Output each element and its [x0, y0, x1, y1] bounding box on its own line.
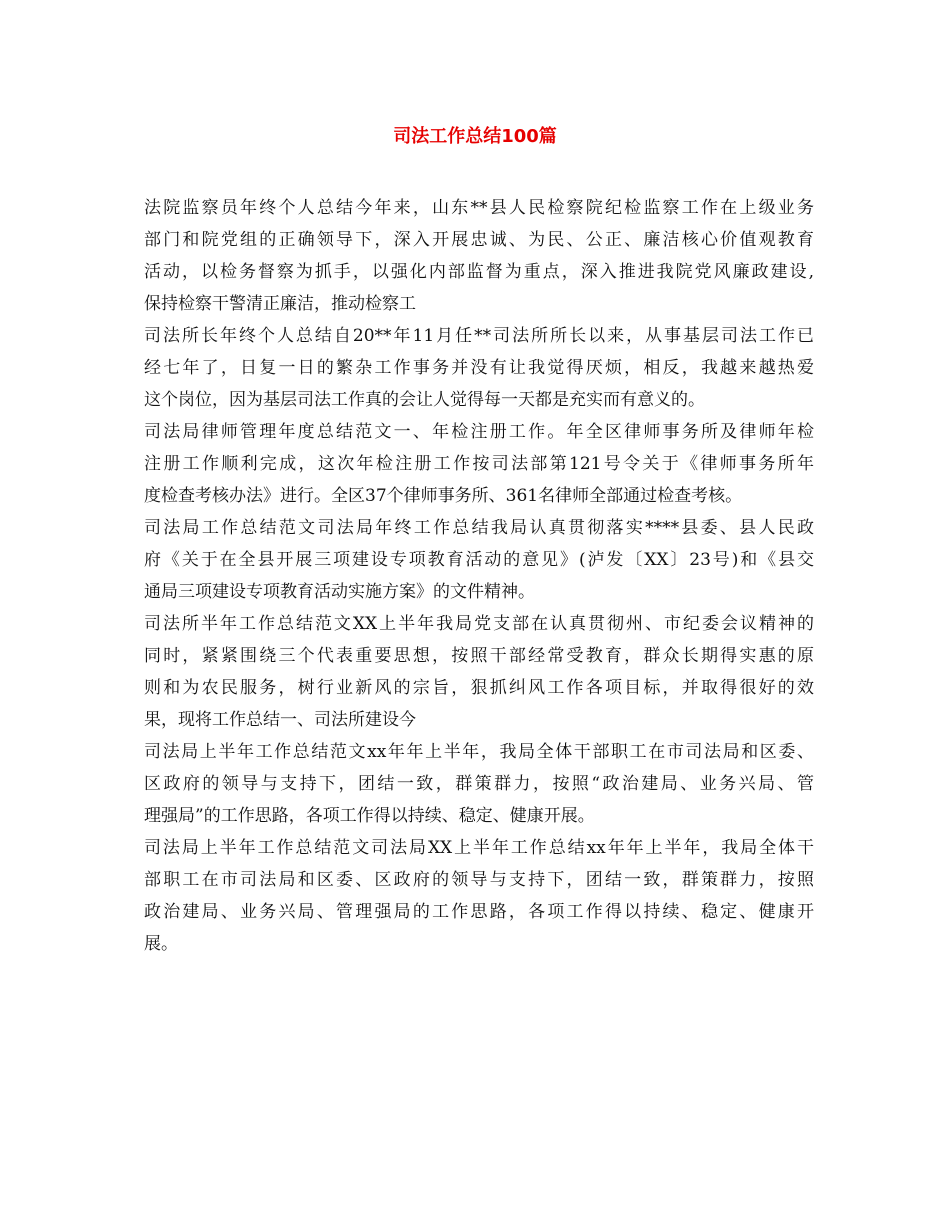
paragraph [144, 416, 814, 512]
text-line: 度检查考核办法》进行。全区37个律师事务所、361名律师全部通过检查考核。 [144, 486, 743, 506]
text-line: 果，现将工作总结一、司法所建设今 [144, 710, 416, 730]
text-line: 则和为农民服务，树行业新风的宗旨，狠抓纠风工作各项目标，并取得很好的效 [144, 678, 814, 698]
paragraph [144, 736, 814, 832]
text-line: 司法局工作总结范文司法局年终工作总结我局认真贯彻落实****县委、县人民政 [144, 518, 814, 538]
text-line: 司法局上半年工作总结范文xx年年上半年，我局全体干部职工在市司法局和区委、 [144, 742, 814, 762]
document-title: 司法工作总结100篇 [393, 126, 557, 147]
text-line: 司法局律师管理年度总结范文一、年检注册工作。年全区律师事务所及律师年检 [144, 422, 814, 442]
paragraph [144, 832, 814, 960]
text-line: 部门和院党组的正确领导下，深入开展忠诚、为民、公正、廉洁核心价值观教育 [144, 230, 814, 250]
text-line: 注册工作顺利完成，这次年检注册工作按司法部第121号令关于《律师事务所年 [144, 454, 814, 474]
text-line: 司法所长年终个人总结自20**年11月任**司法所所长以来，从事基层司法工作已 [144, 326, 814, 346]
text-line: 司法局上半年工作总结范文司法局XX上半年工作总结xx年年上半年，我局全体干 [144, 838, 814, 858]
text-line: 政治建局、业务兴局、管理强局的工作思路，各项工作得以持续、稳定、健康开 [144, 902, 814, 922]
text-line: 展。 [144, 934, 178, 954]
text-line: 经七年了，日复一日的繁杂工作事务并没有让我觉得厌烦，相反，我越来越热爱 [144, 358, 814, 378]
text-line: 通局三项建设专项教育活动实施方案》的文件精神。 [144, 582, 535, 602]
paragraph [144, 608, 814, 736]
text-line: 保持检察干警清正廉洁，推动检察工 [144, 294, 416, 314]
text-line: 法院监察员年终个人总结今年来，山东**县人民检察院纪检监察工作在上级业务 [144, 198, 814, 218]
text-line: 这个岗位，因为基层司法工作真的会让人觉得每一天都是充实而有意义的。 [144, 390, 705, 410]
text-line: 区政府的领导与支持下，团结一致，群策群力，按照“政治建局、业务兴局、管 [144, 774, 814, 794]
text-line: 部职工在市司法局和区委、区政府的领导与支持下，团结一致，群策群力，按照 [144, 870, 814, 890]
paragraph [144, 192, 814, 320]
text-line: 活动，以检务督察为抓手，以强化内部监督为重点，深入推进我院党风廉政建设, [144, 262, 814, 282]
text-line: 理强局”的工作思路，各项工作得以持续、稳定、健康开展。 [144, 806, 595, 826]
paragraph [144, 512, 814, 608]
text-line: 司法所半年工作总结范文XX上半年我局党支部在认真贯彻州、市纪委会议精神的 [144, 614, 814, 634]
text-line: 同时，紧紧围绕三个代表重要思想，按照干部经常受教育，群众长期得实惠的原 [144, 646, 814, 666]
paragraph [144, 320, 814, 416]
document-body [144, 192, 814, 960]
text-line: 府《关于在全县开展三项建设专项教育活动的意见》(泸发〔XX〕23号)和《县交 [144, 550, 814, 570]
